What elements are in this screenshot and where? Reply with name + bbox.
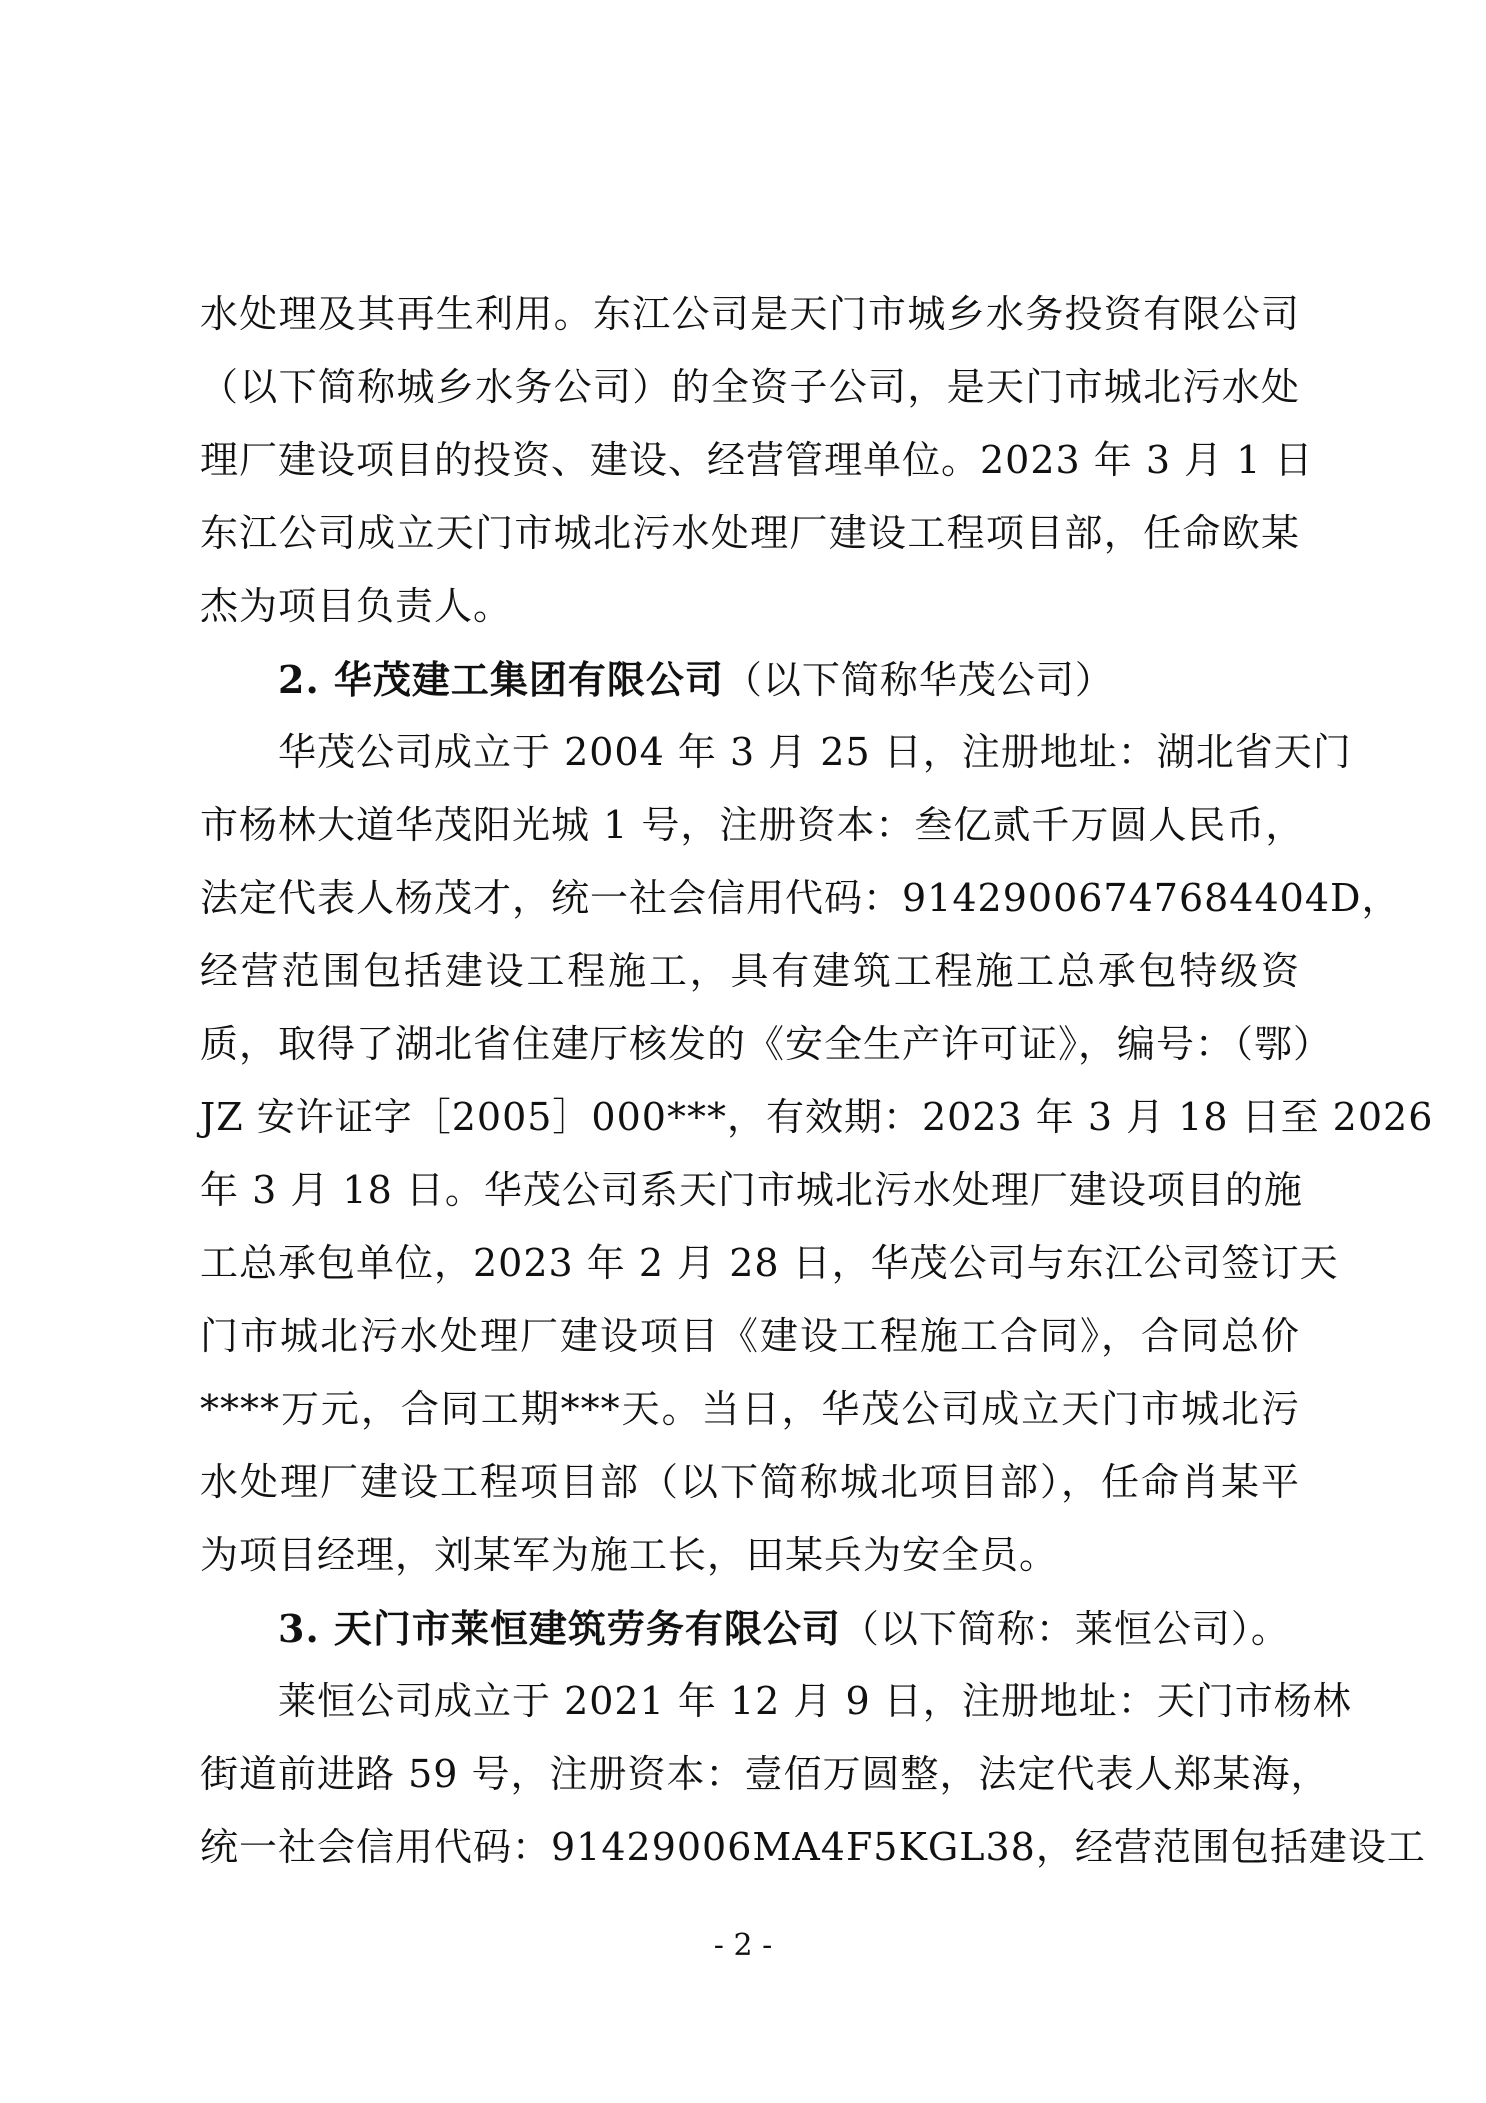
paragraph-line: 水处理及其再生利用。东江公司是天门市城乡水务投资有限公司: [200, 292, 1300, 336]
section-2-heading-tail: （以下简称华茂公司）: [723, 658, 1114, 702]
section-2-heading: 2. 华茂建工集团有限公司: [278, 657, 724, 702]
paragraph-line: 华茂公司成立于 2004 年 3 月 25 日，注册地址：湖北省天门: [278, 730, 1352, 774]
paragraph-line: 经营范围包括建设工程施工，具有建筑工程施工总承包特级资: [200, 949, 1300, 993]
paragraph-line: 为项目经理，刘某军为施工长，田某兵为安全员。: [200, 1533, 1059, 1577]
paragraph-line: 统一社会信用代码：91429006MA4F5KGL38，经营范围包括建设工: [200, 1825, 1426, 1869]
paragraph-line: 莱恒公司成立于 2021 年 12 月 9 日，注册地址：天门市杨林: [278, 1679, 1352, 1723]
section-3-heading: 3. 天门市莱恒建筑劳务有限公司: [278, 1606, 841, 1651]
paragraph-line: 工总承包单位，2023 年 2 月 28 日，华茂公司与东江公司签订天: [200, 1241, 1339, 1285]
page-number: - 2 -: [713, 1928, 773, 1963]
paragraph-line: 年 3 月 18 日。华茂公司系天门市城北污水处理厂建设项目的施: [200, 1168, 1303, 1212]
paragraph-line: 杰为项目负责人。: [200, 584, 513, 628]
section-3-heading-tail: （以下简称：莱恒公司）。: [840, 1607, 1290, 1651]
paragraph-line: JZ 安许证字［2005］000***，有效期：2023 年 3 月 18 日至 2026: [200, 1095, 1434, 1139]
paragraph-line: 市杨林大道华茂阳光城 1 号，注册资本：叁亿贰千万圆人民币，: [200, 803, 1305, 847]
paragraph-line: 质，取得了湖北省住建厅核发的《安全生产许可证》，编号：（鄂）: [200, 1022, 1333, 1066]
document-body: [200, 278, 1434, 1884]
section-3-heading-line: [200, 1592, 1300, 1665]
paragraph-line: 东江公司成立天门市城北污水处理厂建设工程项目部，任命欧某: [200, 511, 1300, 555]
paragraph-line: 街道前进路 59 号，注册资本：壹佰万圆整，法定代表人郑某海，: [200, 1752, 1330, 1796]
paragraph-line: （以下简称城乡水务公司）的全资子公司，是天门市城北污水处: [200, 365, 1300, 409]
section-2-heading-line: [200, 643, 1300, 716]
paragraph-line: 水处理厂建设工程项目部（以下简称城北项目部），任命肖某平: [200, 1460, 1300, 1504]
paragraph-line: 理厂建设项目的投资、建设、经营管理单位。2023 年 3 月 1 日: [200, 438, 1314, 482]
paragraph-line: 法定代表人杨茂才，统一社会信用代码：91429006747684404D，: [200, 876, 1401, 920]
paragraph-line: 门市城北污水处理厂建设项目《建设工程施工合同》，合同总价: [200, 1314, 1300, 1358]
paragraph-line: ****万元，合同工期***天。当日，华茂公司成立天门市城北污: [200, 1387, 1300, 1431]
